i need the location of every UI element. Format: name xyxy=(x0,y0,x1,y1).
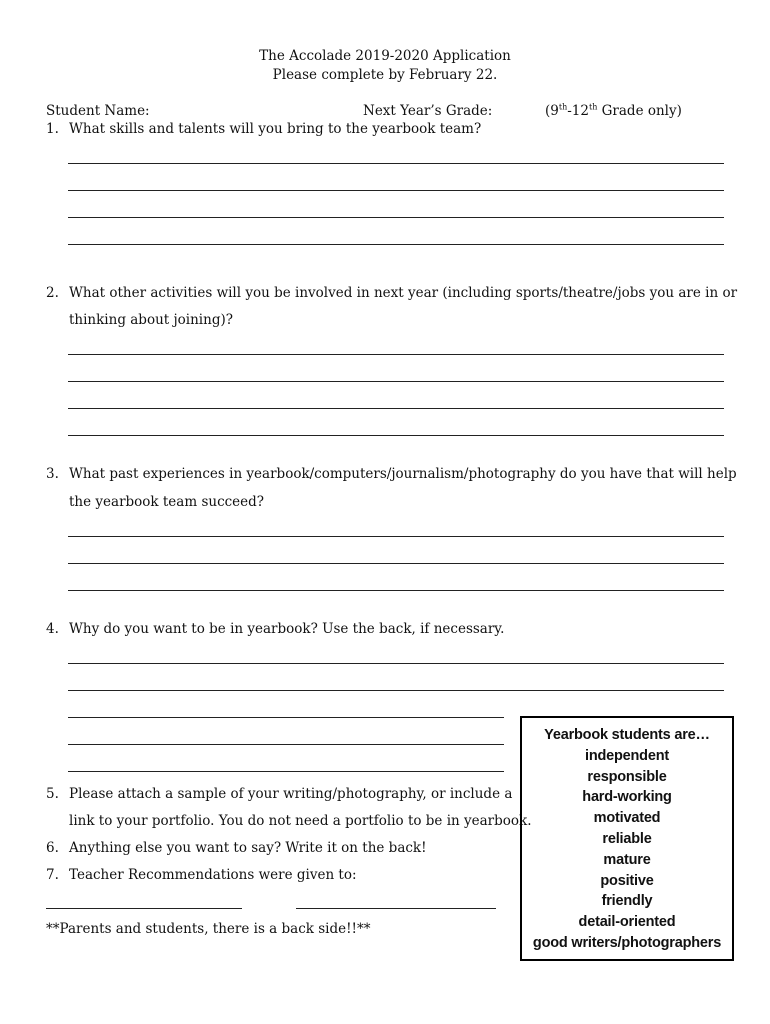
answer-line[interactable] xyxy=(68,590,724,591)
question-3-text-line-2: the yearbook team succeed? xyxy=(69,494,265,510)
back-side-note: **Parents and students, there is a back side!!** xyxy=(46,921,371,937)
answer-line[interactable] xyxy=(68,190,724,191)
trait-item: independent xyxy=(585,747,669,764)
question-3-number: 3. xyxy=(46,466,59,482)
question-6-text: Anything else you want to say? Write it on the back! xyxy=(69,840,427,856)
trait-item: responsible xyxy=(587,768,667,785)
grade-note: (9th-12th Grade only) xyxy=(545,102,682,119)
question-2-text-line-1: What other activities will you be involved in next year (including sports/theatre/jobs you are in or xyxy=(69,285,738,301)
question-6-number: 6. xyxy=(46,840,59,856)
form-subtitle: Please complete by February 22. xyxy=(272,67,498,83)
answer-line[interactable] xyxy=(68,717,504,718)
question-2-text-line-2: thinking about joining)? xyxy=(69,312,233,328)
question-3-text-line-1: What past experiences in yearbook/computers/journalism/photography do you have that will help xyxy=(69,466,737,482)
answer-line[interactable] xyxy=(68,244,724,245)
answer-line[interactable] xyxy=(68,536,724,537)
student-name-label: Student Name: xyxy=(46,103,150,119)
trait-item: reliable xyxy=(602,830,652,847)
answer-line[interactable] xyxy=(68,663,724,664)
trait-item: positive xyxy=(600,872,654,889)
next-year-grade-label: Next Year’s Grade: xyxy=(363,103,493,119)
trait-item: good writers/photographers xyxy=(532,934,722,951)
answer-line[interactable] xyxy=(68,690,724,691)
question-7-text: Teacher Recommendations were given to: xyxy=(69,867,357,883)
trait-item: motivated xyxy=(593,810,661,827)
answer-line[interactable] xyxy=(68,563,724,564)
question-4-number: 4. xyxy=(46,621,59,637)
answer-line[interactable] xyxy=(68,354,724,355)
question-1-number: 1. xyxy=(46,121,59,137)
question-5-text-line-2: link to your portfolio. You do not need a portfolio to be in yearbook. xyxy=(69,813,532,829)
question-5-text-line-1: Please attach a sample of your writing/photography, or include a xyxy=(69,786,513,802)
question-2-number: 2. xyxy=(46,285,59,301)
form-title: The Accolade 2019-2020 Application xyxy=(259,48,511,64)
answer-line[interactable] xyxy=(68,408,724,409)
question-1-text: What skills and talents will you bring to the yearbook team? xyxy=(69,121,482,137)
trait-item: friendly xyxy=(601,893,653,910)
answer-line[interactable] xyxy=(68,771,504,772)
trait-item: hard-working xyxy=(582,789,672,806)
answer-line[interactable] xyxy=(68,163,724,164)
teacher-recommendation-line-2[interactable] xyxy=(296,908,496,909)
question-4-text: Why do you want to be in yearbook? Use the back, if necessary. xyxy=(69,621,505,637)
trait-item: detail-oriented xyxy=(578,914,676,931)
trait-item: mature xyxy=(603,851,651,868)
question-7-number: 7. xyxy=(46,867,59,883)
answer-line[interactable] xyxy=(68,435,724,436)
answer-line[interactable] xyxy=(68,217,724,218)
question-5-number: 5. xyxy=(46,786,59,802)
traits-heading: Yearbook students are… xyxy=(544,727,710,743)
answer-line[interactable] xyxy=(68,744,504,745)
yearbook-traits-box xyxy=(520,716,734,961)
teacher-recommendation-line-1[interactable] xyxy=(46,908,242,909)
answer-line[interactable] xyxy=(68,381,724,382)
